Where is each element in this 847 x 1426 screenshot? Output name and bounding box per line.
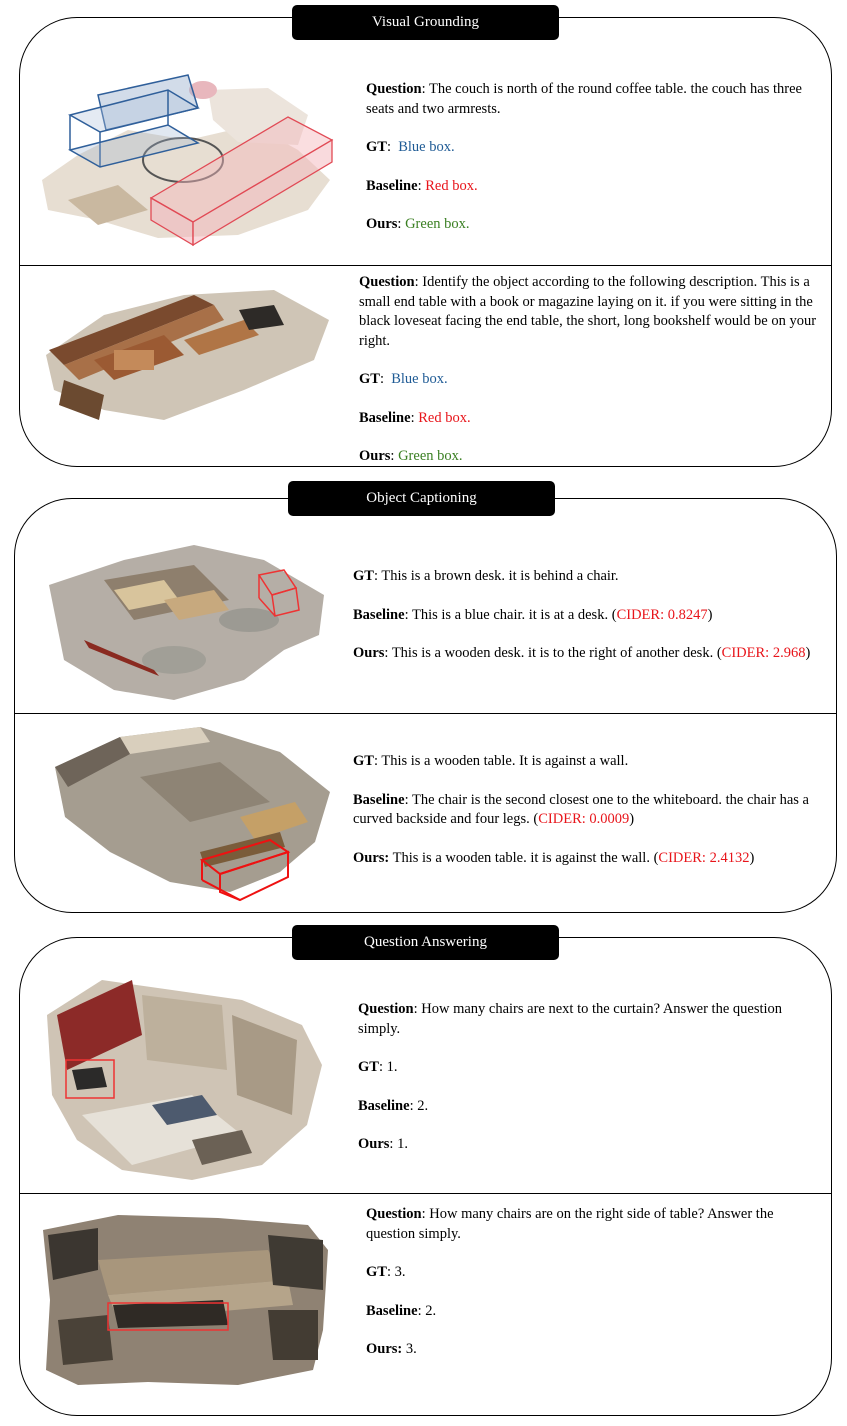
gt-answer: 3.	[394, 1264, 406, 1280]
gt-label: GT	[358, 1059, 379, 1075]
qa-example-1-text: Question: How many chairs are next to the curtain? Answer the question simply. GT: 1. Baseline: 2. Ours: 1.	[358, 1001, 783, 1152]
ours-label: Ours:	[353, 849, 390, 866]
ours-cider-score: CIDER: 2.968	[721, 645, 806, 661]
baseline-label: Baseline	[366, 1302, 418, 1319]
ours-answer: 3.	[405, 1341, 417, 1357]
baseline-label: Baseline	[353, 791, 405, 808]
baseline-answer: 2.	[417, 1097, 429, 1114]
ours-caption: This is a wooden desk. it is to the right of another desk.	[391, 645, 714, 661]
captioning-example-2-text: GT: This is a wooden table. It is against a wall. Baseline: The chair is the second closest one to the whiteboard. the chair has a curved backside and four legs. (CIDER: 0.0009) Ours: This is a wooden table. it is against the wall. (CIDER: 2.4132)	[353, 753, 809, 866]
baseline-answer: 2.	[425, 1302, 437, 1319]
baseline-answer: Red box.	[418, 409, 471, 426]
gt-label: GT	[366, 1264, 387, 1280]
baseline-caption: The chair is the second closest one to the whiteboard. the chair has a curved backside and four legs.	[353, 791, 809, 827]
grounding-example-2-text: Question: Identify the object according to the following description. This is a small end table with a book or magazine laying on it. if you were sitting in the black loveseat facing the end table, the short, long bookshelf would be on your right. GT: Blue box. Baseline: Red box. Ours: Green box.	[359, 274, 817, 464]
captioning-divider	[14, 713, 837, 714]
ours-answer: 1.	[397, 1136, 408, 1152]
grounding-example-1-text: Question: The couch is north of the round coffee table. the couch has three seats and two armrests. GT: Blue box. Baseline: Red box. Ours: Green box.	[366, 81, 802, 232]
question-label: Question	[359, 274, 415, 290]
qa-scene-2-image	[38, 1210, 333, 1390]
baseline-caption: This is a blue chair. it is at a desk.	[411, 606, 609, 623]
baseline-label: Baseline	[358, 1097, 410, 1114]
gt-label: GT	[366, 139, 387, 155]
baseline-label: Baseline	[353, 606, 405, 623]
ours-answer: Green box.	[398, 448, 463, 464]
qa-example-2-text: Question: How many chairs are on the right side of table? Answer the question simply. GT: 3. Baseline: 2. Ours: 3.	[366, 1206, 774, 1357]
gt-label: GT	[353, 568, 374, 584]
ours-answer: Green box.	[405, 216, 470, 232]
question-text: The couch is north of the round coffee table. the couch has three seats and two armrests.	[366, 81, 802, 117]
gt-caption: This is a wooden table. It is against a wall.	[381, 753, 629, 769]
question-text: How many chairs are next to the curtain? Answer the question simply.	[358, 1001, 783, 1037]
question-answering-title: Question Answering	[292, 925, 559, 960]
gt-answer: Blue box.	[398, 139, 455, 155]
captioning-example-1-text: GT: This is a brown desk. it is behind a chair. Baseline: This is a blue chair. it is at a desk. (CIDER: 0.8247) Ours: This is a wooden desk. it is to the right of another desk. (CIDER: 2.968)	[353, 568, 811, 661]
baseline-answer: Red box.	[425, 177, 478, 194]
visual-grounding-title: Visual Grounding	[292, 5, 559, 40]
object-captioning-title: Object Captioning	[288, 481, 555, 516]
question-text: How many chairs are on the right side of table? Answer the question simply.	[366, 1206, 774, 1242]
baseline-label: Baseline	[359, 409, 411, 426]
qa-scene-1-image	[42, 975, 327, 1185]
gt-label: GT	[359, 371, 380, 387]
question-label: Question	[366, 81, 422, 97]
gt-label: GT	[353, 753, 374, 769]
captioning-scene-1-image	[44, 540, 329, 705]
gt-answer: 1.	[386, 1059, 398, 1075]
grounding-divider	[19, 265, 832, 266]
gt-answer: Blue box.	[391, 371, 448, 387]
question-label: Question	[358, 1001, 414, 1017]
ours-caption: This is a wooden table. it is against the wall.	[392, 849, 650, 866]
ours-label: Ours	[358, 1136, 390, 1152]
question-text: Identify the object according to the following description. This is a small end table with a book or magazine laying on it. if you were sitting in the black loveseat facing the end table, the short, long bookshelf would be on your right.	[359, 274, 817, 349]
baseline-cider-score: CIDER: 0.8247	[616, 606, 708, 623]
qa-divider	[19, 1193, 832, 1194]
ours-cider-score: CIDER: 2.4132	[658, 849, 750, 866]
ours-label: Ours	[353, 645, 385, 661]
captioning-scene-2-image	[50, 722, 335, 902]
ours-label: Ours	[366, 216, 398, 232]
question-label: Question	[366, 1206, 422, 1222]
gt-caption: This is a brown desk. it is behind a chair.	[381, 568, 619, 584]
baseline-cider-score: CIDER: 0.0009	[538, 811, 630, 827]
baseline-label: Baseline	[366, 177, 418, 194]
ours-label: Ours:	[366, 1341, 403, 1357]
grounding-scene-1-image	[38, 70, 338, 255]
ours-label: Ours	[359, 448, 391, 464]
grounding-scene-2-image	[44, 280, 334, 430]
